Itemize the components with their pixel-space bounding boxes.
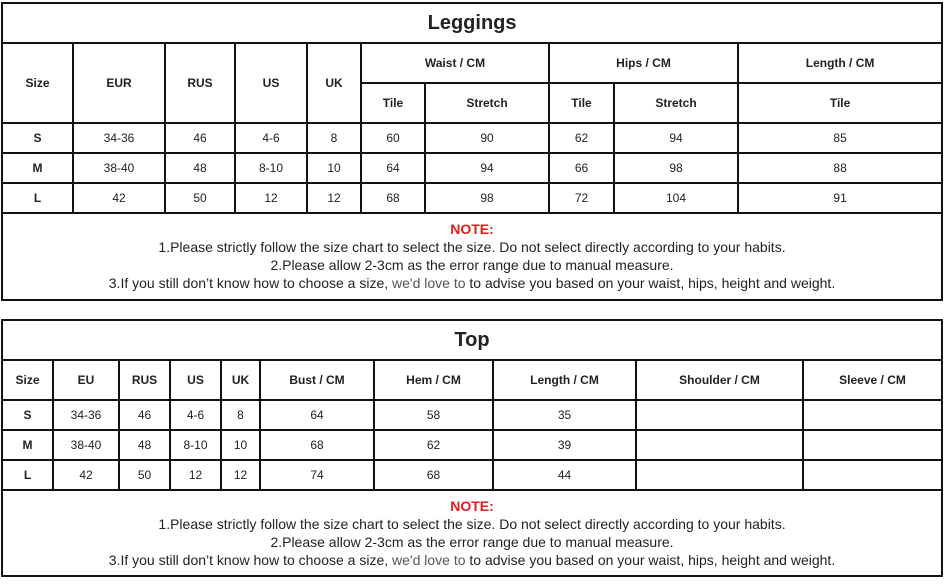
uk-cell: 12 [307, 183, 361, 213]
bust-cell: 68 [260, 430, 374, 460]
note-line-3-accent: we'd love to [392, 275, 466, 291]
header-length: Length / CM [493, 360, 636, 400]
uk-cell: 8 [307, 123, 361, 153]
waist-tile-cell: 68 [361, 183, 425, 213]
top-notes [3, 491, 941, 569]
eu-cell: 34-36 [53, 400, 119, 430]
us-cell: 8-10 [170, 430, 221, 460]
hips-stretch-cell: 94 [614, 123, 738, 153]
hem-cell: 58 [374, 400, 493, 430]
header-eur: EUR [73, 43, 165, 123]
note-line-3-start: 3.If you still don’t know how to choose a size, [108, 552, 393, 568]
uk-cell: 10 [307, 153, 361, 183]
length-tile-cell: 88 [738, 153, 941, 183]
top-title: Top [3, 321, 941, 360]
table-row [3, 183, 941, 213]
note-line-1: 1.Please strictly follow the size chart to select the size. Do not select directly according to your habits. [158, 239, 786, 255]
hips-stretch-cell: 98 [614, 153, 738, 183]
leggings-size-chart [1, 2, 943, 301]
leggings-title: Leggings [3, 4, 941, 43]
header-us: US [235, 43, 307, 123]
header-rus: RUS [165, 43, 235, 123]
rus-cell: 50 [119, 460, 170, 490]
waist-stretch-cell: 98 [425, 183, 549, 213]
note-line-2: 2.Please allow 2-3cm as the error range due to manual measure. [270, 257, 674, 273]
bust-cell: 74 [260, 460, 374, 490]
rus-cell: 48 [165, 153, 235, 183]
us-cell: 4-6 [170, 400, 221, 430]
uk-cell: 10 [221, 430, 260, 460]
table-row [3, 123, 941, 153]
size-cell: S [3, 400, 53, 430]
eu-cell: 38-40 [53, 430, 119, 460]
header-uk: UK [307, 43, 361, 123]
bust-cell: 64 [260, 400, 374, 430]
hips-stretch-cell: 104 [614, 183, 738, 213]
note-line-3-start: 3.If you still don’t know how to choose a size, [108, 275, 393, 291]
table-row [3, 153, 941, 183]
header-sleeve: Sleeve / CM [803, 360, 941, 400]
table-row [3, 400, 941, 430]
header-hips-tile: Tile [549, 83, 614, 123]
rus-cell: 48 [119, 430, 170, 460]
uk-cell: 12 [221, 460, 260, 490]
note-title: NOTE: [450, 221, 494, 237]
size-cell: M [3, 153, 73, 183]
note-line-3 [3, 274, 941, 292]
header-hem: Hem / CM [374, 360, 493, 400]
note-line-3-end: to advise you based on your waist, hips, height and weight. [465, 552, 836, 568]
leggings-notes [3, 214, 941, 292]
us-cell: 12 [235, 183, 307, 213]
top-size-chart [1, 319, 943, 577]
size-cell: S [3, 123, 73, 153]
length-cell: 44 [493, 460, 636, 490]
length-tile-cell: 85 [738, 123, 941, 153]
shoulder-cell [636, 460, 803, 490]
waist-stretch-cell: 90 [425, 123, 549, 153]
us-cell: 4-6 [235, 123, 307, 153]
header-length-tile: Tile [738, 83, 941, 123]
header-size: Size [3, 360, 53, 400]
table-row [3, 460, 941, 490]
header-bust: Bust / CM [260, 360, 374, 400]
length-cell: 35 [493, 400, 636, 430]
table-row [3, 430, 941, 460]
top-table [3, 321, 941, 491]
header-waist: Waist / CM [361, 43, 549, 83]
header-size: Size [3, 43, 73, 123]
eur-cell: 42 [73, 183, 165, 213]
header-waist-tile: Tile [361, 83, 425, 123]
header-hips: Hips / CM [549, 43, 738, 83]
length-tile-cell: 91 [738, 183, 941, 213]
header-length: Length / CM [738, 43, 941, 83]
note-line-1: 1.Please strictly follow the size chart to select the size. Do not select directly according to your habits. [158, 516, 786, 532]
header-rus: RUS [119, 360, 170, 400]
hips-tile-cell: 62 [549, 123, 614, 153]
header-eu: EU [53, 360, 119, 400]
rus-cell: 46 [165, 123, 235, 153]
waist-tile-cell: 60 [361, 123, 425, 153]
note-line-2: 2.Please allow 2-3cm as the error range due to manual measure. [270, 534, 674, 550]
hips-tile-cell: 66 [549, 153, 614, 183]
header-waist-stretch: Stretch [425, 83, 549, 123]
eu-cell: 42 [53, 460, 119, 490]
rus-cell: 46 [119, 400, 170, 430]
leggings-table [3, 4, 941, 214]
note-title: NOTE: [450, 498, 494, 514]
us-cell: 8-10 [235, 153, 307, 183]
sleeve-cell [803, 460, 941, 490]
us-cell: 12 [170, 460, 221, 490]
sleeve-cell [803, 430, 941, 460]
note-line-3-end: to advise you based on your waist, hips, height and weight. [465, 275, 836, 291]
header-hips-stretch: Stretch [614, 83, 738, 123]
header-uk: UK [221, 360, 260, 400]
length-cell: 39 [493, 430, 636, 460]
note-line-3-accent: we'd love to [392, 552, 466, 568]
eur-cell: 34-36 [73, 123, 165, 153]
note-line-3 [3, 551, 941, 569]
sleeve-cell [803, 400, 941, 430]
size-cell: M [3, 430, 53, 460]
hips-tile-cell: 72 [549, 183, 614, 213]
waist-stretch-cell: 94 [425, 153, 549, 183]
rus-cell: 50 [165, 183, 235, 213]
size-cell: L [3, 183, 73, 213]
header-shoulder: Shoulder / CM [636, 360, 803, 400]
hem-cell: 62 [374, 430, 493, 460]
eur-cell: 38-40 [73, 153, 165, 183]
hem-cell: 68 [374, 460, 493, 490]
size-cell: L [3, 460, 53, 490]
uk-cell: 8 [221, 400, 260, 430]
header-us: US [170, 360, 221, 400]
shoulder-cell [636, 400, 803, 430]
waist-tile-cell: 64 [361, 153, 425, 183]
shoulder-cell [636, 430, 803, 460]
